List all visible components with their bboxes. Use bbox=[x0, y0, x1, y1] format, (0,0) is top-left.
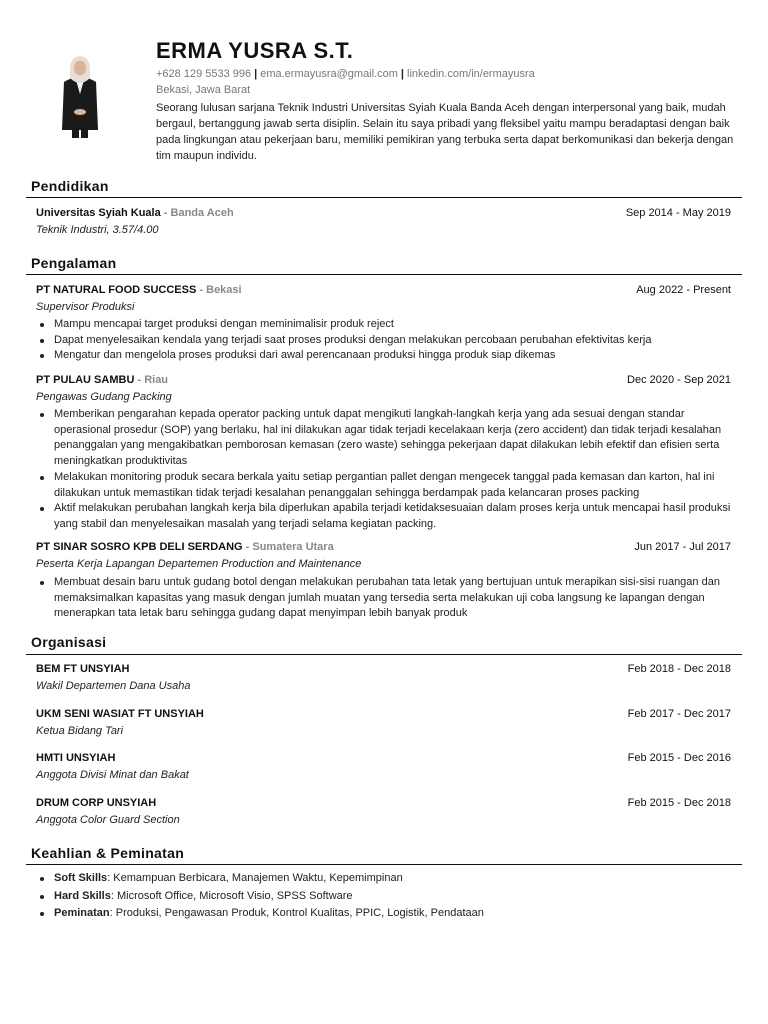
skill-values: : Produksi, Pengawasan Produk, Kontrol Kualitas, PPIC, Logistik, Pendataan bbox=[109, 907, 484, 919]
list-item bbox=[36, 888, 736, 906]
job-bullets bbox=[36, 407, 736, 533]
contact-separator: | bbox=[254, 68, 258, 80]
bullet-icon bbox=[40, 581, 44, 585]
candidate-name: ERMA YUSRA S.T. bbox=[156, 38, 354, 63]
job-title: Peserta Kerja Lapangan Departemen Production and Maintenance bbox=[36, 558, 362, 570]
bullet-icon bbox=[40, 476, 44, 480]
job-bullets bbox=[36, 317, 736, 364]
profile-photo bbox=[36, 42, 146, 152]
person-avatar-icon bbox=[36, 42, 146, 152]
list-item: Memberikan pengarahan kepada operator packing untuk dapat mengikuti langkah-langkah kerja yang ada sesuai dengan standar operasional prosedur (SOP) yang berlaku, hal ini dilakukan agar tidak terjadi kecelakaan kerja (zero accident) dan tidak terjadi kesalahan penanggalan yang mengakibatkan pemborosan kemasan (zero waste) sehingga pekerjaan dapat dilakukan lebih efektif dan efisien serta meningkatkan produktivitas bbox=[36, 407, 736, 470]
company-name: PT SINAR SOSRO KPB DELI SERDANG bbox=[36, 541, 243, 553]
list-item: Mampu mencapai target produksi dengan meminimalisir produk reject bbox=[36, 317, 736, 333]
company-name: PT NATURAL FOOD SUCCESS bbox=[36, 284, 197, 296]
phone-number[interactable]: +628 129 5533 996 bbox=[156, 68, 252, 80]
skill-category: Hard Skills bbox=[54, 889, 111, 902]
job-title: Supervisor Produksi bbox=[36, 301, 135, 313]
company-location: Bekasi bbox=[206, 284, 242, 296]
section-divider bbox=[26, 654, 742, 655]
section-title-experience: Pengalaman bbox=[31, 255, 117, 271]
education-degree: Teknik Industri, 3.57/4.00 bbox=[36, 224, 159, 236]
education-dates: Sep 2014 - May 2019 bbox=[625, 207, 731, 219]
job-title: Pengawas Gudang Packing bbox=[36, 391, 172, 403]
list-item bbox=[36, 905, 736, 923]
dash-separator: - bbox=[245, 541, 250, 553]
bullet-icon bbox=[40, 877, 44, 881]
email-link[interactable]: ema.ermayusra@gmail.com bbox=[260, 68, 398, 80]
contact-separator: | bbox=[400, 68, 404, 80]
section-title-education: Pendidikan bbox=[31, 178, 109, 194]
section-divider bbox=[26, 274, 742, 275]
list-item: Melakukan monitoring produk secara berkala yaitu setiap pergantian pallet dengan mengecek tanggal pada kemasan dan karton, hal ini dilakukan untuk memastikan tidak terjadi kesalahan penanggalan sehingga berdampak pada kelancaran proses packing bbox=[36, 470, 736, 501]
organization-name: BEM FT UNSYIAH bbox=[36, 663, 130, 675]
job-company bbox=[36, 541, 334, 553]
section-title-organization: Organisasi bbox=[31, 634, 107, 650]
bullet-icon bbox=[40, 323, 44, 327]
bullet-icon bbox=[40, 895, 44, 899]
job-dates: Jun 2017 - Jul 2017 bbox=[634, 541, 731, 553]
job-dates: Dec 2020 - Sep 2021 bbox=[627, 374, 731, 386]
bullet-icon bbox=[40, 507, 44, 511]
section-divider bbox=[26, 864, 742, 865]
organization-dates: Feb 2015 - Dec 2016 bbox=[627, 752, 731, 764]
job-company bbox=[36, 374, 168, 386]
section-title-skills: Keahlian & Peminatan bbox=[31, 845, 185, 861]
organization-role: Anggota Color Guard Section bbox=[36, 814, 180, 826]
dash-separator: - bbox=[163, 207, 168, 219]
organization-dates: Feb 2017 - Dec 2017 bbox=[627, 708, 731, 720]
job-dates: Aug 2022 - Present bbox=[636, 284, 731, 296]
profile-summary: Seorang lulusan sarjana Teknik Industri Universitas Syiah Kuala Banda Aceh dengan interpersonal yang baik, mudah bergaul, bertanggung jawab serta disiplin. Selain itu saya pribadi yang fleksibel yaitu mampu beradaptasi dengan baik pada lingkungan atau pekerjaan baru, memiliki pemikiran yang terbuka serta dapat berkomunikasi dan bekerja dengan tim maupun individu. bbox=[156, 102, 734, 162]
organization-name: UKM SENI WASIAT FT UNSYIAH bbox=[36, 708, 204, 720]
dash-separator: - bbox=[137, 374, 142, 386]
list-item bbox=[36, 870, 736, 888]
organization-dates: Feb 2015 - Dec 2018 bbox=[627, 797, 731, 809]
list-item: Dapat menyelesaikan kendala yang terjadi saat proses produksi dengan melakukan percobaan perubahan efektivitas kerja bbox=[36, 333, 736, 349]
company-location: Sumatera Utara bbox=[252, 541, 334, 553]
section-divider bbox=[26, 197, 742, 198]
organization-role: Ketua Bidang Tari bbox=[36, 725, 124, 737]
organization-dates: Feb 2018 - Dec 2018 bbox=[627, 663, 731, 675]
bullet-icon bbox=[40, 413, 44, 417]
organization-role: Wakil Departemen Dana Usaha bbox=[36, 680, 191, 692]
job-bullets bbox=[36, 575, 736, 622]
contact-line bbox=[156, 68, 535, 80]
institution-name: Universitas Syiah Kuala bbox=[36, 207, 161, 219]
organization-name: HMTI UNSYIAH bbox=[36, 752, 116, 764]
education-institution bbox=[36, 207, 234, 219]
location: Bekasi, Jawa Barat bbox=[156, 84, 251, 96]
company-name: PT PULAU SAMBU bbox=[36, 374, 135, 386]
job-company bbox=[36, 284, 242, 296]
company-location: Riau bbox=[144, 374, 169, 386]
skill-category: Peminatan bbox=[54, 907, 110, 919]
skill-values: : Kemampuan Berbicara, Manajemen Waktu, Kepemimpinan bbox=[107, 872, 403, 884]
bullet-icon bbox=[40, 354, 44, 358]
skills-list bbox=[36, 870, 736, 923]
list-item: Membuat desain baru untuk gudang botol dengan melakukan perubahan tata letak yang bertujuan untuk merapikan sisi-sisi ruangan dan memaksimalkan kapasitas yang masuk dengan jumlah muatan yang tersedia serta melakukan uji coba langsung ke lapangan dengan menerapkan tata letak baru sehingga gudang dapat menyimpan lebih banyak produk bbox=[36, 575, 736, 622]
organization-name: DRUM CORP UNSYIAH bbox=[36, 797, 157, 809]
dash-separator: - bbox=[199, 284, 204, 296]
bullet-icon bbox=[40, 339, 44, 343]
skill-values: : Microsoft Office, Microsoft Visio, SPSS Software bbox=[110, 889, 353, 902]
list-item: Mengatur dan mengelola proses produksi dari awal perencanaan produksi hingga produk siap dikemas bbox=[36, 348, 736, 364]
skill-category: Soft Skills bbox=[54, 872, 108, 884]
institution-location: Banda Aceh bbox=[170, 207, 234, 219]
list-item: Aktif melakukan perubahan langkah kerja bila diperlukan apabila terjadi ketidaksesuaian dalam proses kerja untuk mencapai hasil produksi yang stabil dan menyelesaikan masalah yang terjadi selama kegiatan packing. bbox=[36, 501, 736, 532]
bullet-icon bbox=[40, 912, 44, 916]
linkedin-link[interactable]: linkedin.com/in/ermayusra bbox=[407, 68, 535, 80]
organization-role: Anggota Divisi Minat dan Bakat bbox=[36, 769, 189, 781]
